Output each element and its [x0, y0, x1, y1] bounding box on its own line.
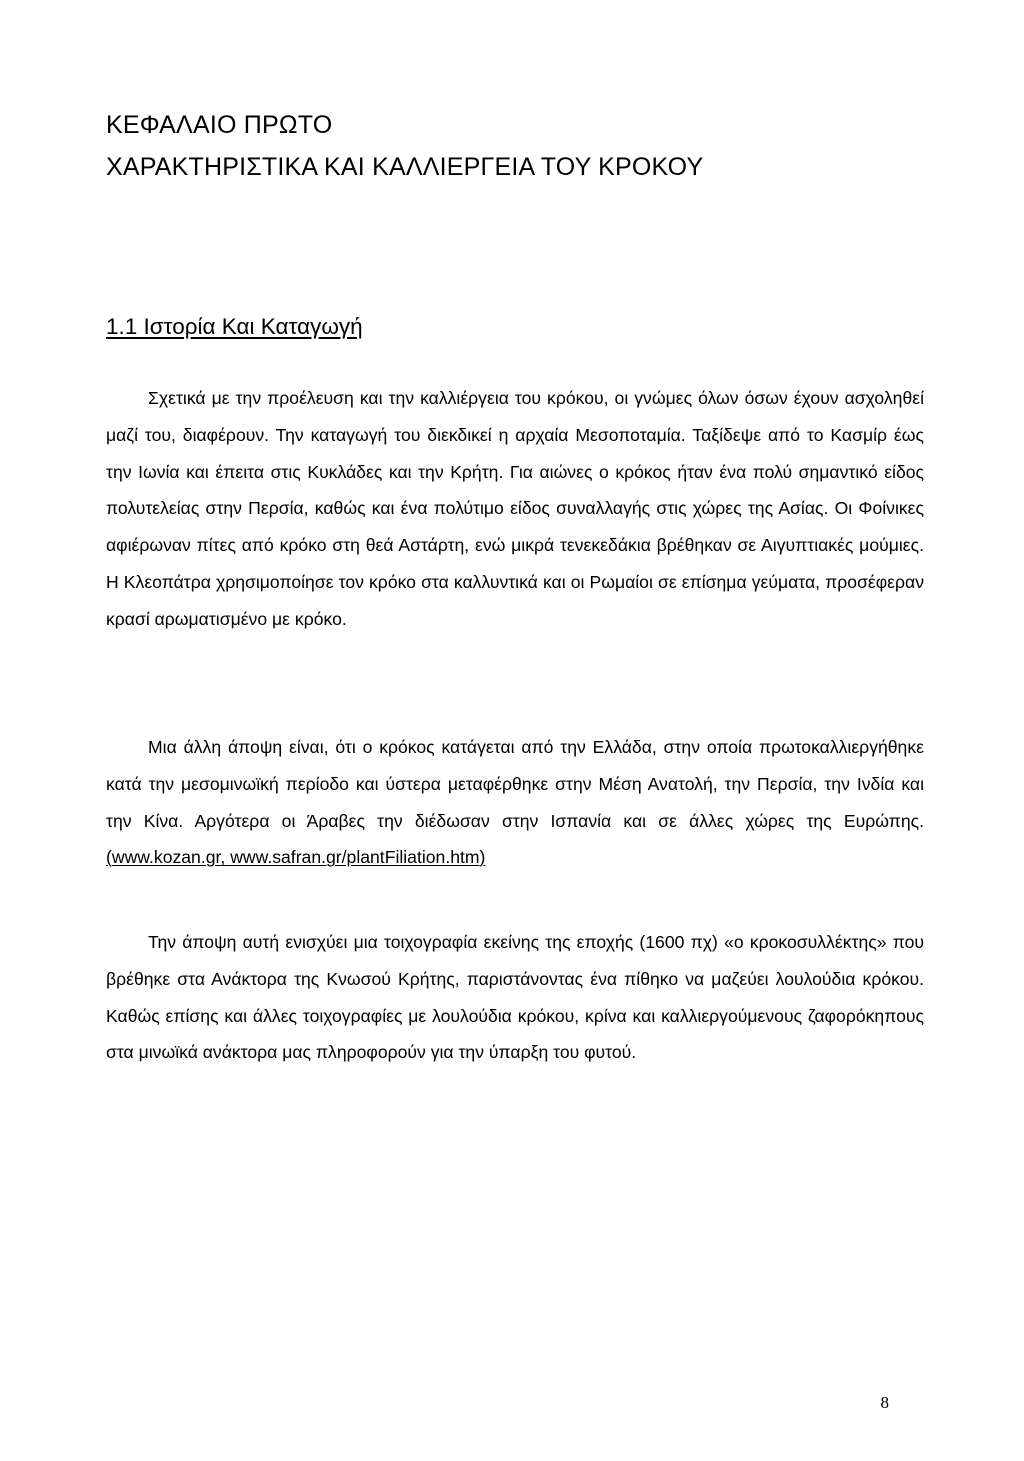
paragraph-origin: Σχετικά με την προέλευση και την καλλιέργεια του κρόκου, οι γνώμες όλων όσων έχουν ασχοληθεί μαζί του, διαφέρουν. Την καταγωγή του διεκδικεί η αρχαία Μεσοποταμία. Ταξίδεψε από το Κασμίρ έως την Ιωνία και έπειτα στις Κυκλάδες και την Κρήτη. Για αιώνες ο κρόκος ήταν ένα πολύ σημαντικό είδος πολυτελείας στην Περσία, καθώς και ένα πολύτιμο είδος συναλλαγής στις χώρες της Ασίας. Οι Φοίνικες αφιέρωναν πίτες από κρόκο στη θεά Αστάρτη, ενώ μικρά τενεκεδάκια βρέθηκαν σε Αιγυπτιακές μούμιες. Η Κλεοπάτρα χρησιμοποίησε τον κρόκο στα καλλυντικά και οι Ρωμαίοι σε επίσημα γεύματα, προσέφεραν κρασί αρωματισμένο με κρόκο.: [106, 388, 924, 629]
reference-separator: ,: [220, 847, 231, 868]
paragraph-greek-origin-text: Μια άλλη άποψη είναι, ότι ο κρόκος κατάγεται από την Ελλάδα, στην οποία πρωτοκαλλιεργήθηκε κατά την μεσομινωϊκή περίοδο και ύστερα μεταφέρθηκε στην Μέση Ανατολή, την Περσία, την Ινδία και την Κίνα. Αργότερα οι Άραβες την διέδωσαν στην Ισπανία και σε άλλες χώρες της Ευρώπης.: [106, 737, 924, 831]
paragraph-fresco: Την άποψη αυτή ενισχύει μια τοιχογραφία εκείνης της εποχής (1600 πχ) «ο κροκοσυλλέκτης» που βρέθηκε στα Ανάκτορα της Κνωσού Κρήτης, παριστάνοντας ένα πίθηκο να μαζεύει λουλούδια κρόκου. Καθώς επίσης και άλλες τοιχογραφίες με λουλούδια κρόκου, κρίνα και καλλιεργούμενους ζαφορόκηπους στα μινωϊκά ανάκτορα μας πληροφορούν για την ύπαρξη του φυτού.: [106, 932, 924, 1063]
section-title: 1.1 Ιστορία Και Καταγωγή: [106, 314, 363, 339]
reference-link-safran[interactable]: www.safran.gr/plantFiliation.htm: [230, 847, 480, 868]
chapter-heading: [106, 104, 926, 188]
chapter-title: ΧΑΡΑΚΤΗΡΙΣΤΙΚΑ ΚΑΙ ΚΑΛΛΙΕΡΓΕΙΑ ΤΟΥ ΚΡΟΚΟΥ: [106, 153, 704, 181]
reference-link-kozan[interactable]: www.kozan.gr: [111, 847, 221, 868]
reference-close: ): [479, 847, 486, 868]
reference-open: (: [106, 847, 112, 868]
page-number: 8: [880, 1393, 889, 1412]
paragraph-greek-origin: [106, 729, 924, 876]
chapter-number: ΚΕΦΑΛΑΙΟ ΠΡΩΤΟ: [106, 111, 333, 139]
